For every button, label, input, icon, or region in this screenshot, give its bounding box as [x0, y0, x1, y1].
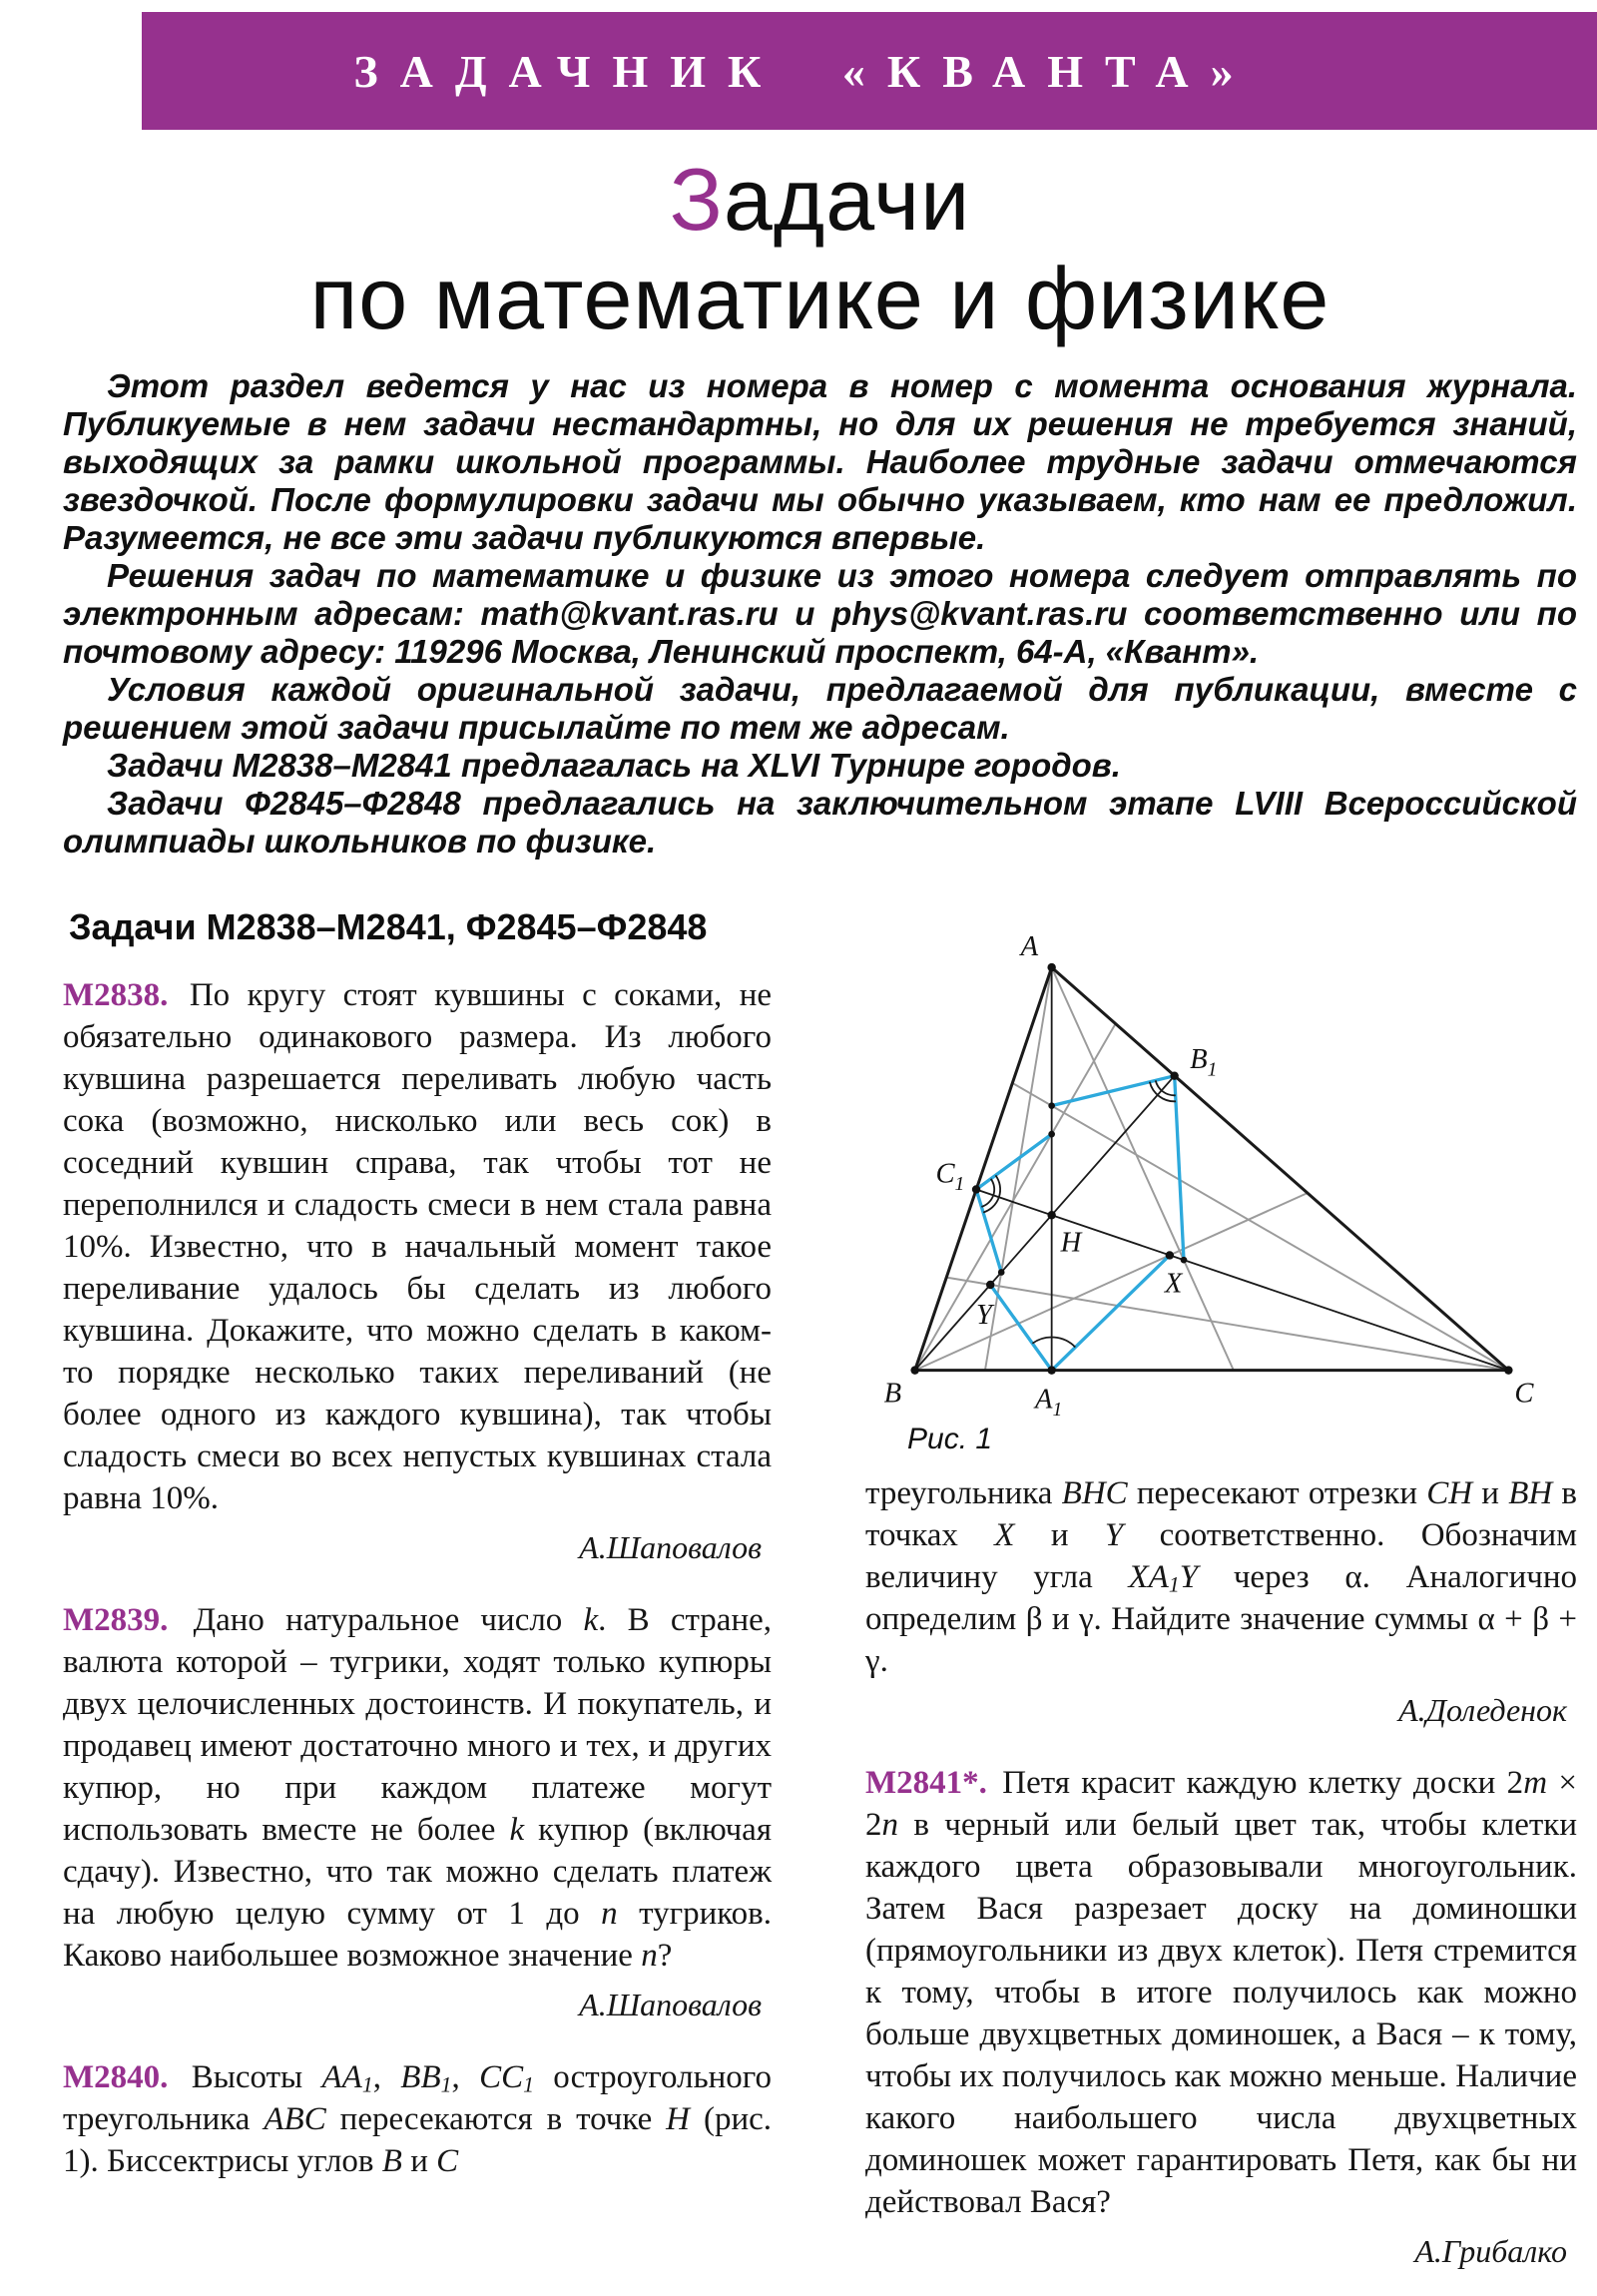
problem-m2839	[63, 1599, 772, 2024]
problem-m2840-paragraph	[63, 2056, 772, 2182]
title-line-1	[63, 150, 1577, 249]
intro-paragraph-5: Задачи Ф2845–Ф2848 предлагались на заключительном этапе LVIII Всероссийской олимпиады школьников по физике.	[63, 785, 1577, 860]
point-label-B1: $B_1$	[1190, 1044, 1218, 1081]
problem-m2840	[63, 2056, 772, 2182]
construction-lines	[976, 1076, 1184, 1371]
intro-paragraph-2: Решения задач по математике и физике из этого номера следует отправлять по электронным адресам: math@kvant.ras.ru и phys@kvant.ras.ru соответственно или по почтовому адресу: 119296 Москва, Ленинский проспект, 64-А, «Квант».	[63, 557, 1577, 670]
problem-m2839-number: М2839.	[63, 1602, 169, 1638]
intro-paragraph-1: Этот раздел ведется у нас из номера в номер с момента основания журнала. Публикуемые в нем задачи нестандартны, но для их решения не требуется знаний, выходящих за рамки школьной программы. Наиболее трудные задачи отмечаются звездочкой. После формулировки задачи мы обычно указываем, кто нам ее предложил. Разумеется, не все эти задачи публикуются впервые.	[63, 367, 1577, 556]
section-band	[142, 12, 1597, 130]
problem-m2841-text: Петя красит каждую клетку доски 2m × 2n в черный или белый цвет так, чтобы клетки каждого цвета образовывали многоугольник. Затем Вася разрезает доску на доминошки (прямоугольники из двух клеток). Петя стремится к тому, чтобы в итоге получилось как можно больше двухцветных доминошек, а Вася – к тому, чтобы их получилось как можно меньше. Наличие какого наибольшего числа двухцветных доминошек может гарантировать Петя, как бы ни действовал Вася?	[865, 1764, 1578, 2220]
right-column	[865, 928, 1577, 2271]
figure-1	[877, 928, 1546, 1456]
problem-m2840-text: Высоты $AA_1$, $BB_1$, $CC_1$ остроугольного треугольника ABC пересекаются в точке H (рис. 1). Биссектрисы углов B и C	[63, 2059, 773, 2179]
title-line1-rest: адачи	[723, 150, 971, 249]
page-content	[63, 130, 1577, 2271]
problem-m2839-paragraph	[63, 1599, 772, 1977]
problem-m2838-number: М2838.	[63, 977, 169, 1013]
problem-m2841	[865, 1762, 1577, 2271]
content-columns	[63, 931, 1578, 2271]
page-title	[63, 150, 1577, 347]
title-initial: З	[669, 150, 724, 249]
author-credit-m2841: А.Грибалко	[1414, 2232, 1567, 2269]
vertex-label-A: A	[1020, 931, 1039, 963]
vertex-label-C: C	[1514, 1378, 1534, 1410]
problem-m2840-continuation: треугольника BHC пересекают отрезки CH и BH в точках X и Y соответственно. Обозначим величину угла $XA_1Y$ через α. Аналогично определим β и γ. Найдите значение суммы α + β + γ.	[865, 1474, 1577, 1679]
author-credit-m2838: А.Шаповалов	[579, 1529, 762, 1565]
point-label-C1: $C_1$	[935, 1158, 965, 1195]
triangle-diagram	[877, 928, 1546, 1419]
problems-heading: Задачи М2838–М2841, Ф2845–Ф2848	[69, 906, 708, 947]
problem-m2841-number: М2841*.	[865, 1764, 987, 1801]
point-dots	[910, 963, 1512, 1375]
intro-paragraph-3: Условия каждой оригинальной задачи, предлагаемой для публикации, вместе с решением этой задачи присылайте по тем же адресам.	[63, 671, 1577, 746]
author-credit-m2840: А.Доледенок	[1398, 1691, 1567, 1728]
problem-m2839-text: Дано натуральное число k. В стране, валюта которой – тугрики, ходят только купюры двух целочисленных достоинств. И покупатель, и продавец имеют достаточно много и тех, и других купюр, но при каждом платеже могут использовать вместе не более k купюр (включая сдачу). Известно, что так можно сделать платеж на любую целую сумму от 1 до n тугриков. Каково наибольшее возможное значение n?	[63, 1602, 773, 1974]
point-label-X: X	[1164, 1268, 1183, 1300]
problem-m2838-paragraph	[63, 974, 772, 1519]
point-label-H: H	[1060, 1227, 1082, 1259]
problem-m2841-paragraph	[865, 1762, 1577, 2223]
section-band-title: ЗАДАЧНИК «КВАНТА»	[353, 45, 1256, 97]
figure-caption: Рис. 1	[907, 1422, 993, 1455]
problem-m2840-number: М2840.	[63, 2059, 169, 2095]
problem-m2838	[63, 974, 772, 1567]
author-credit-m2839: А.Шаповалов	[579, 1987, 762, 2022]
intro-preamble	[63, 367, 1577, 861]
left-column	[63, 974, 772, 2271]
point-label-A1: $A_1$	[1035, 1384, 1063, 1419]
point-label-Y: Y	[975, 1299, 992, 1331]
problem-m2838-text: По кругу стоят кувшины с соками, не обязательно одинакового размера. Из любого кувшина разрешается переливать любую часть сока (возможно, нисколько или весь сок) в соседний кувшин справа, так чтобы тот не переполнился и сладость смеси в нем стала равна 10%. Известно, что в начальный момент такое переливание удалось бы сделать из любого кувшина. Докажите, что можно сделать в каком-то порядке несколько таких переливаний (не более одного из каждого кувшина), так чтобы сладость смеси во всех непустых кувшинах стала равна 10%.	[63, 977, 772, 1516]
vertex-label-B: B	[883, 1378, 902, 1410]
title-line-2: по математике и физике	[309, 249, 1331, 347]
intro-paragraph-4: Задачи М2838–М2841 предлагалась на XLVI Турнире городов.	[107, 747, 1121, 784]
